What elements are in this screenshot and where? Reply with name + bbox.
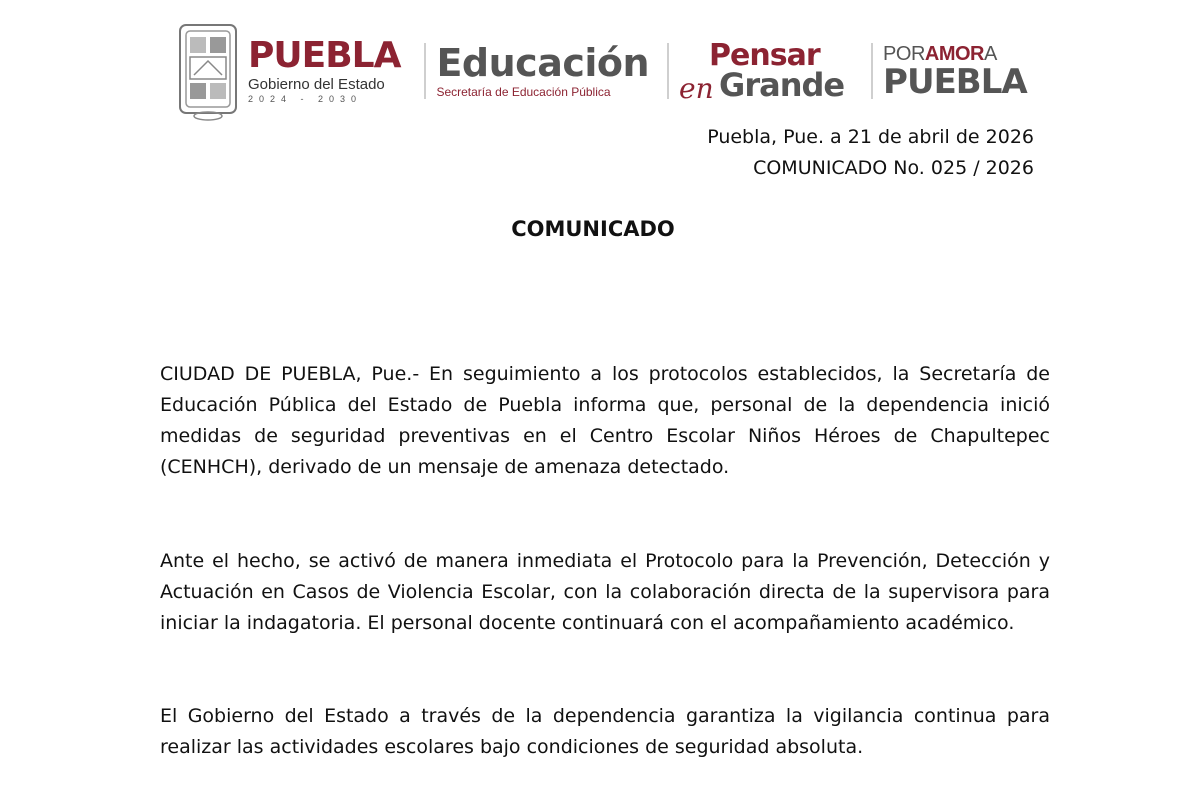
pensar-wordmark: Pensar [709, 38, 820, 73]
a-wordmark: A [984, 43, 997, 65]
place-date: Puebla, Pue. a 21 de abril de 2026 [707, 126, 1034, 148]
por-amor-a-puebla-logo [883, 43, 1027, 102]
logo-divider [424, 43, 426, 99]
header-logos [176, 16, 1051, 126]
comunicado-number: COMUNICADO No. 025 / 2026 [753, 157, 1034, 179]
educacion-wordmark: Educación [436, 41, 650, 85]
paragraph-1: CIUDAD DE PUEBLA, Pue.- En seguimiento a los protocolos establecidos, la Secretaría de Educación Pública del Estado de Puebla informa que, personal de la dependencia inició medidas de seguridad preventivas en el Centro Escolar Niños Héroes de Chapultepec (CENHCH), derivado de un mensaje de amenaza detectado. [160, 363, 1050, 478]
date-and-number [707, 122, 1034, 184]
sep-label: Secretaría de Educación Pública [436, 85, 611, 99]
por-wordmark: POR [883, 43, 925, 65]
puebla-wordmark: PUEBLA [248, 35, 401, 76]
amor-wordmark: AMOR [924, 43, 984, 65]
educacion-logo [436, 43, 649, 99]
paragraph-3: El Gobierno del Estado a través de la dependencia garantiza la vigilancia continua para realizar las actividades escolares bajo condiciones de seguridad absoluta. [160, 705, 1050, 758]
grande-wordmark: Grande [719, 66, 845, 104]
gobierno-del-estado-label: Gobierno del Estado [248, 76, 385, 93]
logo-divider [871, 43, 873, 99]
paragraph-2: Ante el hecho, se activó de manera inmediata el Protocolo para la Prevención, Detección y Actuación en Casos de Violencia Escolar, con la colaboración directa de la supervisora para iniciar la indagatoria. El personal docente continuará con el acompañamiento académico. [160, 550, 1050, 634]
gobierno-puebla-logo [176, 19, 414, 123]
logo-divider [667, 43, 669, 99]
puebla-secondary-wordmark: PUEBLA [883, 62, 1027, 102]
en-wordmark: en [679, 72, 714, 105]
pensar-en-grande-logo [679, 36, 855, 106]
coat-of-arms-icon [176, 19, 240, 123]
document-title: COMUNICADO [511, 217, 675, 241]
administration-years: 2024 - 2030 [248, 94, 363, 104]
